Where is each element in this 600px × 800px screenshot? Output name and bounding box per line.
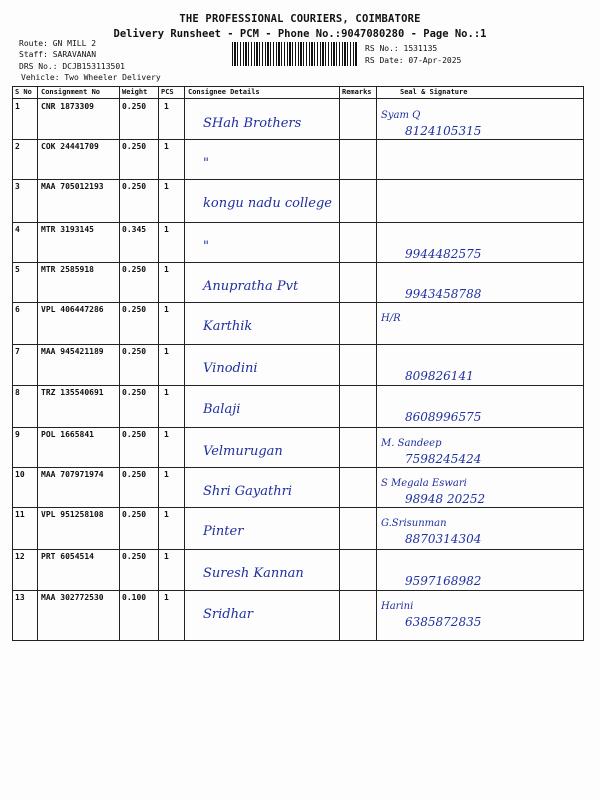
row-phone-handwritten: 8608996575 (405, 410, 482, 424)
row-weight: 0.250 (122, 347, 147, 356)
row-weight: 0.345 (122, 225, 147, 234)
row-consignment-no: MTR 2585918 (41, 265, 94, 274)
row-sno: 10 (15, 470, 25, 479)
row-pcs: 1 (164, 593, 169, 602)
row-sno: 7 (15, 347, 20, 356)
row-pcs: 1 (164, 102, 169, 111)
row-signature-handwritten: S Megala Eswari (381, 478, 467, 489)
row-consignee-handwritten: " (203, 156, 209, 171)
row-sno: 8 (15, 388, 20, 397)
row-signature-handwritten: Harini (381, 601, 414, 612)
row-weight: 0.250 (122, 388, 147, 397)
row-phone-handwritten: 8870314304 (405, 532, 482, 546)
runsheet-table (12, 86, 584, 641)
row-phone-handwritten: 9944482575 (405, 247, 482, 261)
row-consignment-no: VPL 406447286 (41, 305, 104, 314)
row-consignee-handwritten: SHah Brothers (203, 116, 302, 131)
row-consignee-handwritten: Pinter (203, 524, 244, 539)
vehicle-label: Vehicle: Two Wheeler Delivery (21, 73, 161, 82)
row-weight: 0.250 (122, 142, 147, 151)
row-consignee-handwritten: kongu nadu college (203, 196, 332, 211)
row-consignee-handwritten: Vinodini (203, 361, 258, 376)
barcode (232, 42, 358, 66)
row-phone-handwritten: 809826141 (405, 369, 474, 383)
row-consignee-handwritten: Velmurugan (203, 444, 283, 459)
column-header-signature: Seal & Signature (400, 88, 468, 96)
row-consignee-handwritten: Suresh Kannan (203, 566, 304, 581)
column-header-sno: S No (15, 88, 32, 96)
row-divider (13, 467, 583, 468)
row-divider (13, 139, 583, 140)
row-consignment-no: TRZ 135540691 (41, 388, 104, 397)
row-sno: 11 (15, 510, 25, 519)
row-consignment-no: MAA 945421189 (41, 347, 104, 356)
row-phone-handwritten: 9597168982 (405, 574, 482, 588)
row-sno: 13 (15, 593, 25, 602)
row-consignee-handwritten: Karthik (203, 319, 253, 334)
column-header-consignment: Consignment No (41, 88, 101, 96)
row-sno: 5 (15, 265, 20, 274)
row-signature-handwritten: M. Sandeep (381, 438, 442, 449)
row-divider (13, 549, 583, 550)
row-consignee-handwritten: " (203, 239, 209, 254)
drs-number: DRS No.: DCJB153113501 (19, 62, 125, 71)
row-pcs: 1 (164, 347, 169, 356)
row-consignee-handwritten: Sridhar (203, 607, 253, 622)
runsheet-title: THE PROFESSIONAL COURIERS, COIMBATORE (179, 13, 421, 25)
row-consignment-no: VPL 951258108 (41, 510, 104, 519)
row-weight: 0.250 (122, 470, 147, 479)
row-consignment-no: MAA 707971974 (41, 470, 104, 479)
row-phone-handwritten: 6385872835 (405, 615, 482, 629)
row-weight: 0.250 (122, 510, 147, 519)
row-divider (13, 222, 583, 223)
row-consignment-no: MTR 3193145 (41, 225, 94, 234)
row-consignee-handwritten: Balaji (203, 402, 241, 417)
row-divider (13, 262, 583, 263)
staff-label: Staff: SARAVANAN (19, 50, 97, 59)
runsheet-subtitle: Delivery Runsheet - PCM - Phone No.:9047080280 - Page No.:1 (113, 28, 487, 40)
row-pcs: 1 (164, 182, 169, 191)
row-divider (13, 302, 583, 303)
row-weight: 0.250 (122, 265, 147, 274)
row-sno: 6 (15, 305, 20, 314)
row-divider (13, 385, 583, 386)
row-signature-handwritten: Syam Q (381, 110, 421, 121)
row-divider (13, 344, 583, 345)
row-consignment-no: MAA 705012193 (41, 182, 104, 191)
column-header-pcs: PCS (161, 88, 174, 96)
row-sno: 2 (15, 142, 20, 151)
row-phone-handwritten: 7598245424 (405, 452, 482, 466)
row-weight: 0.250 (122, 305, 147, 314)
row-divider (13, 590, 583, 591)
row-weight: 0.250 (122, 182, 147, 191)
row-sno: 12 (15, 552, 25, 561)
row-divider (13, 179, 583, 180)
row-phone-handwritten: 9943458788 (405, 287, 482, 301)
row-weight: 0.100 (122, 593, 147, 602)
row-consignee-handwritten: Anupratha Pvt (203, 279, 299, 294)
row-pcs: 1 (164, 470, 169, 479)
row-weight: 0.250 (122, 102, 147, 111)
column-header-weight: Weight (122, 88, 148, 96)
row-weight: 0.250 (122, 430, 147, 439)
row-consignment-no: PRT 6054514 (41, 552, 94, 561)
row-pcs: 1 (164, 552, 169, 561)
row-sno: 9 (15, 430, 20, 439)
route-label: Route: GN MILL 2 (19, 39, 97, 48)
rs-date: RS Date: 07-Apr-2025 (365, 56, 462, 65)
rs-number: RS No.: 1531135 (365, 44, 438, 53)
row-pcs: 1 (164, 430, 169, 439)
row-divider (13, 507, 583, 508)
row-consignment-no: MAA 302772530 (41, 593, 104, 602)
row-consignment-no: CNR 1873309 (41, 102, 94, 111)
row-pcs: 1 (164, 265, 169, 274)
row-pcs: 1 (164, 510, 169, 519)
row-sno: 3 (15, 182, 20, 191)
row-pcs: 1 (164, 305, 169, 314)
row-phone-handwritten: 8124105315 (405, 124, 482, 138)
row-signature-handwritten: G.Srisunman (381, 518, 447, 529)
row-sno: 4 (15, 225, 20, 234)
column-header-consignee: Consignee Details (188, 88, 260, 96)
row-consignment-no: POL 1665841 (41, 430, 94, 439)
row-consignment-no: COK 24441709 (41, 142, 99, 151)
row-sno: 1 (15, 102, 20, 111)
row-phone-handwritten: 98948 20252 (405, 492, 486, 506)
row-divider (13, 427, 583, 428)
row-pcs: 1 (164, 142, 169, 151)
row-pcs: 1 (164, 225, 169, 234)
row-pcs: 1 (164, 388, 169, 397)
row-signature-handwritten: H/R (381, 313, 401, 324)
column-header-remarks: Remarks (342, 88, 372, 96)
row-weight: 0.250 (122, 552, 147, 561)
row-consignee-handwritten: Shri Gayathri (203, 484, 292, 499)
